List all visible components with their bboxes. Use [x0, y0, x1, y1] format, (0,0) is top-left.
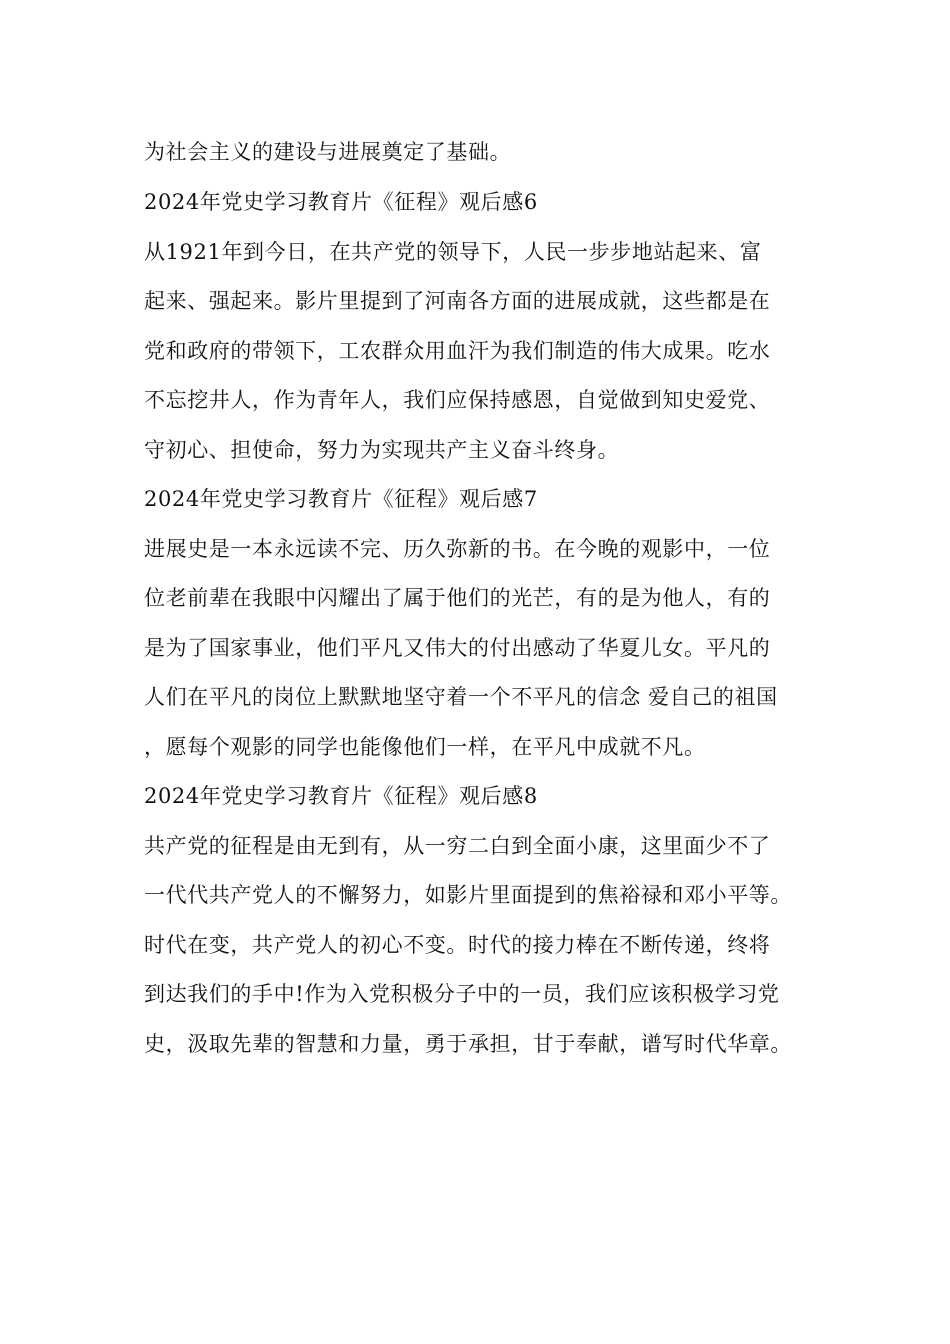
- body-text-line: 时代在变，共产党人的初心不变。时代的接力棒在不断传递，终将: [144, 933, 771, 957]
- section-heading-7: 2024年党史学习教育片《征程》观后感7: [144, 487, 538, 511]
- body-text-line: 党和政府的带领下，工农群众用血汗为我们制造的伟大成果。吃水: [144, 339, 771, 363]
- body-text-line: 位老前辈在我眼中闪耀出了属于他们的光芒，有的是为他人，有的: [144, 586, 771, 610]
- body-text-line: 人们在平凡的岗位上默默地坚守着一个不平凡的信念 爱自己的祖国: [144, 685, 778, 709]
- body-text-line: ，愿每个观影的同学也能像他们一样，在平凡中成就不凡。: [144, 735, 706, 759]
- section-heading-8: 2024年党史学习教育片《征程》观后感8: [144, 784, 538, 808]
- body-text-line: 起来、强起来。影片里提到了河南各方面的进展成就，这些都是在: [144, 289, 771, 313]
- body-text-line: 到达我们的手中!作为入党积极分子中的一员，我们应该积极学习党: [144, 982, 780, 1006]
- body-text-line: 为社会主义的建设与进展奠定了基础。: [144, 140, 512, 164]
- body-text-line: 共产党的征程是由无到有，从一穷二白到全面小康，这里面少不了: [144, 834, 771, 858]
- body-text-line: 守初心、担使命，努力为实现共产主义奋斗终身。: [144, 438, 620, 462]
- section-heading-6: 2024年党史学习教育片《征程》观后感6: [144, 190, 538, 214]
- body-text-line: 史，汲取先辈的智慧和力量，勇于承担，甘于奉献，谱写时代华章。: [144, 1032, 792, 1056]
- body-text-line: 一代代共产党人的不懈努力，如影片里面提到的焦裕禄和邓小平等。: [144, 883, 792, 907]
- body-text-line: 进展史是一本永远读不完、历久弥新的书。在今晚的观影中，一位: [144, 537, 771, 561]
- body-text-line: 不忘挖井人，作为青年人，我们应保持感恩，自觉做到知史爱党、: [144, 388, 771, 412]
- body-text-line: 从1921年到今日，在共产党的领导下，人民一步步地站起来、富: [144, 240, 762, 264]
- body-text-line: 是为了国家事业，他们平凡又伟大的付出感动了华夏儿女。平凡的: [144, 636, 771, 660]
